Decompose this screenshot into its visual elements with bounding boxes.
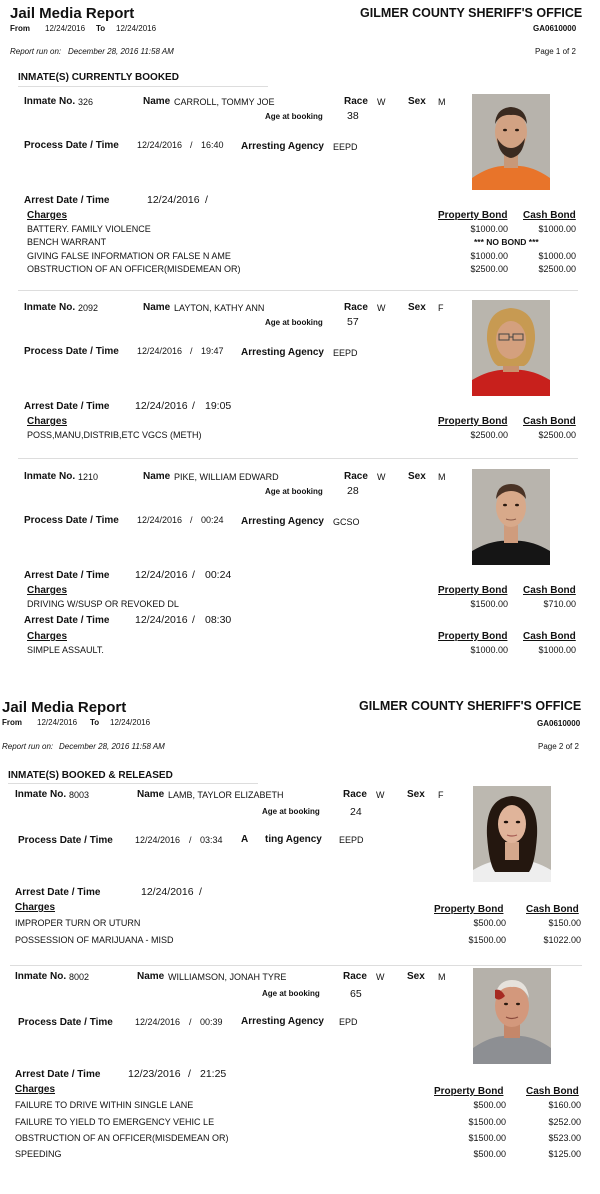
charges-heading: Charges [27,631,68,642]
property-bond-value: $2500.00 [470,430,508,440]
inmate-no: 8003 [69,790,90,800]
slash: / [199,886,202,898]
age-value: 24 [350,806,362,818]
mugshot-photo [473,786,551,882]
race-value: W [377,472,386,482]
mugshot-photo [473,968,551,1064]
inmate-no: 8002 [69,972,90,982]
mugshot-photo [472,94,550,190]
inmate-name: CARROLL, TOMMY JOE [174,97,275,107]
inmate-no-label: Inmate No. [24,96,76,107]
inmate-no-label: Inmate No. [15,789,67,800]
cash-bond-value: $2500.00 [538,430,576,440]
charge-desc: OBSTRUCTION OF AN OFFICER(MISDEMEAN OR) [15,1133,229,1143]
property-bond-heading: Property Bond [438,631,508,642]
to-label: To [96,24,106,33]
cash-bond-value: $160.00 [548,1100,581,1110]
slash: / [190,346,193,356]
slash: / [189,1017,192,1027]
property-bond-value: $1500.00 [468,1117,506,1127]
race-label: Race [344,302,368,313]
report-title: Jail Media Report [2,699,127,716]
property-bond-value: $1000.00 [470,224,508,234]
cash-bond-value: $1000.00 [538,224,576,234]
inmate-no-label: Inmate No. [24,302,76,313]
arrest-label: Arrest Date / Time [15,887,101,898]
sex-value: M [438,97,446,107]
charge-desc: SPEEDING [15,1149,62,1159]
charges-heading: Charges [27,585,68,596]
ori-code: GA0610000 [537,719,581,728]
section-rule [8,783,258,784]
inmate-no-label: Inmate No. [24,471,76,482]
charge-desc: SIMPLE ASSAULT. [27,645,104,655]
report-run-date: December 28, 2016 11:58 AM [68,47,174,56]
arrest-time: 19:05 [205,400,232,412]
charge-desc: BATTERY. FAMILY VIOLENCE [27,224,151,234]
to-label: To [90,718,100,727]
report-run-label: Report run on: [10,47,62,56]
report-run-date: December 28, 2016 11:58 AM [59,742,165,751]
to-date: 12/24/2016 [116,24,157,33]
cash-bond-value: $125.00 [548,1149,581,1159]
name-label: Name [143,96,171,107]
charge-desc: GIVING FALSE INFORMATION OR FALSE N AME [27,251,231,261]
age-label: Age at booking [265,318,323,327]
sex-value: F [438,303,444,313]
agency-label-partial: A [241,834,249,845]
process-date: 12/24/2016 [137,346,183,356]
office-name: GILMER COUNTY SHERIFF'S OFFICE [359,699,582,713]
cash-bond-heading: Cash Bond [523,631,576,642]
agency-value: EEPD [333,348,358,358]
sex-value: M [438,472,446,482]
slash: / [192,400,195,412]
cash-bond-heading: Cash Bond [523,585,576,596]
race-value: W [377,97,386,107]
race-label: Race [344,471,368,482]
age-value: 65 [350,988,362,1000]
property-bond-heading: Property Bond [438,416,508,427]
charge-desc: IMPROPER TURN OR UTURN [15,918,141,928]
process-date: 12/24/2016 [137,140,183,150]
sex-label: Sex [408,471,426,482]
agency-value: GCSO [333,517,360,527]
agency-value: EPD [339,1017,358,1027]
from-label: From [10,24,30,33]
age-label: Age at booking [262,807,320,816]
process-date: 12/24/2016 [135,1017,181,1027]
section-heading: INMATE(S) BOOKED & RELEASED [8,770,173,781]
inmate-name: WILLIAMSON, JONAH TYRE [168,972,287,982]
sex-label: Sex [407,789,425,800]
process-label: Process Date / Time [24,515,119,526]
charges-heading: Charges [15,902,56,913]
process-label: Process Date / Time [24,140,119,151]
age-label: Age at booking [262,989,320,998]
charges-heading: Charges [15,1084,56,1095]
slash: / [188,1068,191,1080]
arrest-date: 12/24/2016 [141,886,194,898]
mugshot-photo [472,300,550,396]
race-value: W [377,303,386,313]
agency-label-partial: ting Agency [265,834,322,845]
name-label: Name [137,971,165,982]
office-name: GILMER COUNTY SHERIFF'S OFFICE [360,6,583,20]
from-date: 12/24/2016 [45,24,86,33]
arrest-label: Arrest Date / Time [24,401,110,412]
process-time: 16:40 [201,140,224,150]
sex-label: Sex [408,96,426,107]
cash-bond-value: $2500.00 [538,264,576,274]
slash: / [192,614,195,626]
section-rule [18,86,268,87]
sex-label: Sex [408,302,426,313]
age-value: 57 [347,316,359,328]
agency-label: Arresting Agency [241,1016,324,1027]
record-divider [10,965,582,966]
arrest-date: 12/24/2016 [135,614,188,626]
charge-desc: BENCH WARRANT [27,237,107,247]
process-date: 12/24/2016 [137,515,183,525]
record-divider [18,290,578,291]
cash-bond-value: $150.00 [548,918,581,928]
property-bond-value: $500.00 [473,1100,506,1110]
charges-heading: Charges [27,210,68,221]
sex-value: F [438,790,444,800]
arrest-label: Arrest Date / Time [24,570,110,581]
inmate-name: LAMB, TAYLOR ELIZABETH [168,790,284,800]
age-label: Age at booking [265,112,323,121]
from-date: 12/24/2016 [37,718,78,727]
race-value: W [376,972,385,982]
charge-desc: FAILURE TO DRIVE WITHIN SINGLE LANE [15,1100,194,1110]
cash-bond-value: $1022.00 [543,935,581,945]
inmate-no: 1210 [78,472,99,482]
process-time: 00:24 [201,515,224,525]
agency-value: EEPD [339,835,364,845]
name-label: Name [143,471,171,482]
property-bond-value: $2500.00 [470,264,508,274]
age-value: 28 [347,485,359,497]
report-title: Jail Media Report [10,5,135,22]
agency-label: Arresting Agency [241,141,324,152]
slash: / [190,515,193,525]
cash-bond-heading: Cash Bond [526,904,579,915]
cash-bond-value: $252.00 [548,1117,581,1127]
arrest-label: Arrest Date / Time [24,195,110,206]
process-label: Process Date / Time [18,1017,113,1028]
charge-desc: OBSTRUCTION OF AN OFFICER(MISDEMEAN OR) [27,264,241,274]
race-value: W [376,790,385,800]
property-bond-value: $1500.00 [468,1133,506,1143]
process-label: Process Date / Time [24,346,119,357]
age-label: Age at booking [265,487,323,496]
inmate-no: 2092 [78,303,99,313]
sex-value: M [438,972,446,982]
cash-bond-heading: Cash Bond [523,210,576,221]
property-bond-heading: Property Bond [434,904,504,915]
no-bond-note: *** NO BOND *** [474,237,539,247]
charges-heading: Charges [27,416,68,427]
arrest-time: 08:30 [205,614,232,626]
record-divider [18,458,578,459]
section-heading: INMATE(S) CURRENTLY BOOKED [18,72,179,83]
property-bond-value: $1000.00 [470,251,508,261]
property-bond-value: $500.00 [473,918,506,928]
name-label: Name [137,789,165,800]
process-date: 12/24/2016 [135,835,181,845]
report-run-label: Report run on: [2,742,54,751]
process-time: 03:34 [200,835,223,845]
arrest-date: 12/24/2016 [135,400,188,412]
cash-bond-value: $1000.00 [538,251,576,261]
charge-desc: POSSESSION OF MARIJUANA - MISD [15,935,174,945]
inmate-name: PIKE, WILLIAM EDWARD [174,472,279,482]
arrest-date: 12/24/2016 [147,194,200,206]
race-label: Race [343,789,367,800]
name-label: Name [143,302,171,313]
charge-desc: DRIVING W/SUSP OR REVOKED DL [27,599,179,609]
property-bond-value: $500.00 [473,1149,506,1159]
race-label: Race [343,971,367,982]
slash: / [192,569,195,581]
process-time: 00:39 [200,1017,223,1027]
agency-label: Arresting Agency [241,516,324,527]
cash-bond-value: $523.00 [548,1133,581,1143]
arrest-label: Arrest Date / Time [24,615,110,626]
process-time: 19:47 [201,346,224,356]
slash: / [190,140,193,150]
inmate-no-label: Inmate No. [15,971,67,982]
property-bond-value: $1000.00 [470,645,508,655]
arrest-time: 21:25 [200,1068,227,1080]
inmate-name: LAYTON, KATHY ANN [174,303,265,313]
property-bond-heading: Property Bond [438,210,508,221]
cash-bond-value: $1000.00 [538,645,576,655]
arrest-label: Arrest Date / Time [15,1069,101,1080]
from-label: From [2,718,22,727]
charge-desc: FAILURE TO YIELD TO EMERGENCY VEHIC LE [15,1117,215,1127]
arrest-date: 12/24/2016 [135,569,188,581]
property-bond-heading: Property Bond [438,585,508,596]
page-number: Page 1 of 2 [535,47,576,56]
mugshot-photo [472,469,550,565]
cash-bond-heading: Cash Bond [526,1086,579,1097]
cash-bond-heading: Cash Bond [523,416,576,427]
agency-value: EEPD [333,142,358,152]
cash-bond-value: $710.00 [543,599,576,609]
slash: / [205,194,208,206]
inmate-no: 326 [78,97,94,107]
ori-code: GA0610000 [533,24,577,33]
arrest-date: 12/23/2016 [128,1068,181,1080]
property-bond-value: $1500.00 [470,599,508,609]
to-date: 12/24/2016 [110,718,151,727]
race-label: Race [344,96,368,107]
arrest-time: 00:24 [205,569,232,581]
slash: / [189,835,192,845]
process-label: Process Date / Time [18,835,113,846]
age-value: 38 [347,110,359,122]
page-number: Page 2 of 2 [538,742,579,751]
property-bond-value: $1500.00 [468,935,506,945]
report-page-2 [0,697,600,1194]
agency-label: Arresting Agency [241,347,324,358]
charge-desc: POSS,MANU,DISTRIB,ETC VGCS (METH) [27,430,202,440]
sex-label: Sex [407,971,425,982]
property-bond-heading: Property Bond [434,1086,504,1097]
